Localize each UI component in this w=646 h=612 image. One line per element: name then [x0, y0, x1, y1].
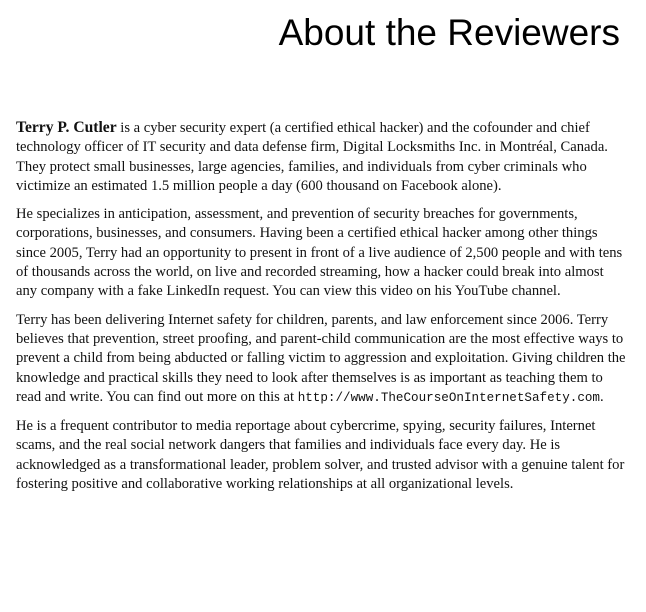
reviewer-bio: [16, 118, 626, 503]
bio-paragraph-3-text: Terry has been delivering Internet safety for children, parents, and law enforcement since 2006. Terry believes that prevention, street proofing, and parent-child communication are the most effective ways to prevent a child from being abducted or falling victim to aggression and exploitation. Giving children the knowledge and practical skills they need to look after themselves is as important as teaching them to read and write. You can find out more on this at: [16, 311, 626, 405]
bio-paragraph-1-text: is a cyber security expert (a certified ethical hacker) and the cofounder and chief technology officer of IT security and data defense firm, Digital Locksmiths Inc. in Montréal, Canada. They protect small businesses, large agencies, families, and individuals from cyber criminals who victimize an estimated 1.5 million people a day (600 thousand on Facebook alone).: [16, 120, 608, 194]
course-url: http://www.TheCourseOnInternetSafety.com: [297, 390, 600, 405]
reviewer-name: Terry P. Cutler: [16, 119, 117, 136]
bio-paragraph-2: He specializes in anticipation, assessment, and prevention of security breaches for governments, corporations, businesses, and consumers. Having been a certified ethical hacker among other things since 2005, Terry had an opportunity to present in front of a live audience of 2,500 people and with tens of thousands across the world, on live and recorded streaming, how a hacker could break into almost any company with a fake LinkedIn request. You can view this video on his YouTube channel.: [16, 206, 623, 300]
bio-paragraph-4: He is a frequent contributor to media reportage about cybercrime, spying, security failures, Internet scams, and the real social network dangers that families and individuals face every day. He is acknowledged as a transformational leader, problem solver, and trusted advisor with a genuine talent for fostering positive and collaborative working relationships at all organizational levels.: [16, 418, 625, 493]
bio-paragraph-3-end: .: [600, 388, 604, 405]
bio-paragraph-1: [16, 118, 626, 196]
page-title: About the Reviewers: [278, 12, 620, 53]
bio-paragraph-3: [16, 311, 626, 408]
